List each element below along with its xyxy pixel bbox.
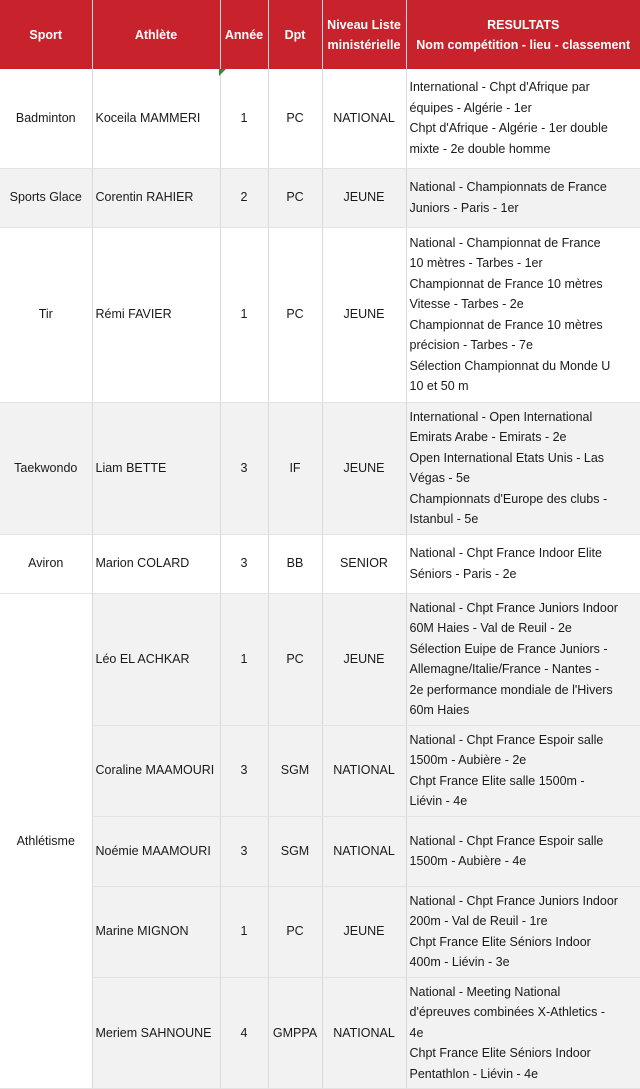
table-row — [0, 816, 640, 886]
header-resultats-line: Nom compétition - lieu - classement — [416, 37, 631, 52]
resultat-line: Sélection Euipe de France Juniors - — [409, 641, 608, 656]
athlete-cell: Coraline MAAMOURI — [92, 725, 220, 816]
resultat-line: International - Open International — [409, 409, 593, 424]
table-row — [0, 534, 640, 593]
dpt-cell: PC — [268, 168, 322, 227]
table-row — [0, 886, 640, 977]
resultats-cell — [406, 816, 640, 886]
niveau-cell: JEUNE — [322, 402, 406, 534]
athlete-cell: Meriem SAHNOUNE — [92, 977, 220, 1089]
resultat-line: précision - Tarbes - 7e — [409, 338, 533, 352]
table-row — [0, 402, 640, 534]
resultat-line: Championnats d'Europe des clubs - — [409, 491, 608, 506]
dpt-cell: PC — [268, 593, 322, 725]
annee-cell: 2 — [220, 168, 268, 227]
resultat-line: Chpt France Elite Séniors Indoor — [409, 934, 591, 949]
athlete-cell: Marion COLARD — [92, 534, 220, 593]
header-row — [0, 0, 640, 69]
resultat-line: Championnat de France 10 mètres — [409, 317, 603, 332]
sport-cell: Sports Glace — [0, 168, 92, 227]
niveau-cell: JEUNE — [322, 168, 406, 227]
resultats-cell — [406, 227, 640, 402]
resultat-line: National - Chpt France Espoir salle — [409, 833, 604, 848]
resultat-line: Sélection Championnat du Monde U — [409, 358, 611, 373]
resultat-line: National - Championnat de France — [409, 235, 601, 250]
resultat-line: mixte - 2e double homme — [409, 141, 551, 156]
header-resultats — [406, 0, 640, 69]
niveau-cell: SENIOR — [322, 534, 406, 593]
athlete-cell: Rémi FAVIER — [92, 227, 220, 402]
resultat-line: National - Chpt France Espoir salle — [409, 732, 604, 747]
header-niveau-line: ministérielle — [327, 37, 401, 52]
dpt-cell: IF — [268, 402, 322, 534]
resultat-line: Pentathlon - Liévin - 4e — [409, 1066, 539, 1081]
resultat-line: National - Championnats de France — [409, 180, 607, 194]
annee-cell: 1 — [220, 886, 268, 977]
resultats-cell — [406, 593, 640, 725]
resultat-line: Allemagne/Italie/France - Nantes - — [409, 662, 600, 676]
header-athlete: Athlète — [92, 0, 220, 69]
resultat-line: 60M Haies - Val de Reuil - 2e — [409, 621, 572, 635]
resultat-line: Vitesse - Tarbes - 2e — [409, 297, 524, 311]
niveau-cell: NATIONAL — [322, 725, 406, 816]
resultat-line: Istanbul - 5e — [409, 512, 479, 526]
annee-cell: 4 — [220, 977, 268, 1089]
resultats-cell — [406, 977, 640, 1089]
cell-comment-marker — [219, 69, 226, 76]
header-annee: Année — [220, 0, 268, 69]
resultat-line: 200m - Val de Reuil - 1re — [409, 914, 548, 928]
resultat-line: Végas - 5e — [409, 471, 470, 485]
resultat-line: National - Chpt France Juniors Indoor — [409, 600, 618, 615]
header-niveau-line: Niveau Liste — [327, 17, 401, 32]
resultat-line: Juniors - Paris - 1er — [409, 200, 519, 215]
resultats-cell — [406, 725, 640, 816]
niveau-cell: NATIONAL — [322, 816, 406, 886]
table-row — [0, 69, 640, 168]
niveau-cell: JEUNE — [322, 593, 406, 725]
athlete-cell: Léo EL ACHKAR — [92, 593, 220, 725]
resultat-line: 60m Haies — [409, 703, 470, 717]
resultat-line: Chpt d'Afrique - Algérie - 1er double — [409, 121, 608, 136]
resultat-line: National - Chpt France Juniors Indoor — [409, 893, 618, 908]
resultats-cell — [406, 69, 640, 168]
niveau-cell: JEUNE — [322, 227, 406, 402]
dpt-cell: BB — [268, 534, 322, 593]
resultat-line: 10 et 50 m — [409, 379, 469, 393]
athlete-cell: Corentin RAHIER — [92, 168, 220, 227]
resultat-line: 10 mètres - Tarbes - 1er — [409, 256, 543, 270]
resultat-line: 4e — [409, 1025, 424, 1040]
table-row — [0, 593, 640, 725]
header-resultats-line: RESULTATS — [487, 17, 560, 32]
sport-cell: Badminton — [0, 69, 92, 168]
resultat-line: Liévin - 4e — [409, 794, 468, 808]
table-row — [0, 977, 640, 1089]
athlete-cell: Noémie MAAMOURI — [92, 816, 220, 886]
resultat-line: International - Chpt d'Afrique par — [409, 80, 590, 95]
resultat-line: Séniors - Paris - 2e — [409, 566, 517, 581]
annee-cell: 3 — [220, 402, 268, 534]
header-niveau — [322, 0, 406, 69]
dpt-cell: SGM — [268, 725, 322, 816]
athlete-cell: Marine MIGNON — [92, 886, 220, 977]
niveau-cell: JEUNE — [322, 886, 406, 977]
resultat-line: National - Meeting National — [409, 984, 561, 999]
athlete-cell: Liam BETTE — [92, 402, 220, 534]
niveau-cell: NATIONAL — [322, 977, 406, 1089]
resultat-line: Open International Etats Unis - Las — [409, 450, 605, 465]
annee-cell: 3 — [220, 725, 268, 816]
niveau-cell: NATIONAL — [322, 69, 406, 168]
table-row — [0, 168, 640, 227]
dpt-cell: PC — [268, 886, 322, 977]
annee-cell: 1 — [220, 227, 268, 402]
resultat-line: Championnat de France 10 mètres — [409, 276, 603, 291]
dpt-cell: SGM — [268, 816, 322, 886]
sport-cell: Taekwondo — [0, 402, 92, 534]
resultats-cell — [406, 168, 640, 227]
resultat-line: équipes - Algérie - 1er — [409, 100, 532, 115]
annee-cell: 3 — [220, 816, 268, 886]
resultats-cell — [406, 402, 640, 534]
resultat-line: d'épreuves combinées X-Athletics - — [409, 1005, 606, 1019]
header-sport: Sport — [0, 0, 92, 69]
resultat-line: Chpt France Elite salle 1500m - — [409, 773, 585, 788]
header-dpt: Dpt — [268, 0, 322, 69]
resultat-line: 1500m - Aubière - 2e — [409, 753, 527, 767]
annee-cell: 1 — [220, 593, 268, 725]
annee-cell: 1 — [220, 69, 268, 168]
resultat-line: Chpt France Elite Séniors Indoor — [409, 1046, 591, 1060]
dpt-cell: GMPPA — [268, 977, 322, 1089]
resultat-line: 400m - Liévin - 3e — [409, 955, 510, 969]
sport-cell: Aviron — [0, 534, 92, 593]
dpt-cell: PC — [268, 69, 322, 168]
sport-cell: Athlétisme — [0, 593, 92, 1089]
resultat-line: Emirats Arabe - Emirats - 2e — [409, 430, 567, 444]
resultats-cell — [406, 534, 640, 593]
resultat-line: 1500m - Aubière - 4e — [409, 854, 527, 868]
dpt-cell: PC — [268, 227, 322, 402]
table-row — [0, 227, 640, 402]
table-row — [0, 725, 640, 816]
resultats-cell — [406, 886, 640, 977]
annee-cell: 3 — [220, 534, 268, 593]
resultat-line: National - Chpt France Indoor Elite — [409, 546, 602, 560]
athlete-cell: Koceila MAMMERI — [92, 69, 220, 168]
sport-cell: Tir — [0, 227, 92, 402]
resultat-line: 2e performance mondiale de l'Hivers — [409, 682, 613, 697]
